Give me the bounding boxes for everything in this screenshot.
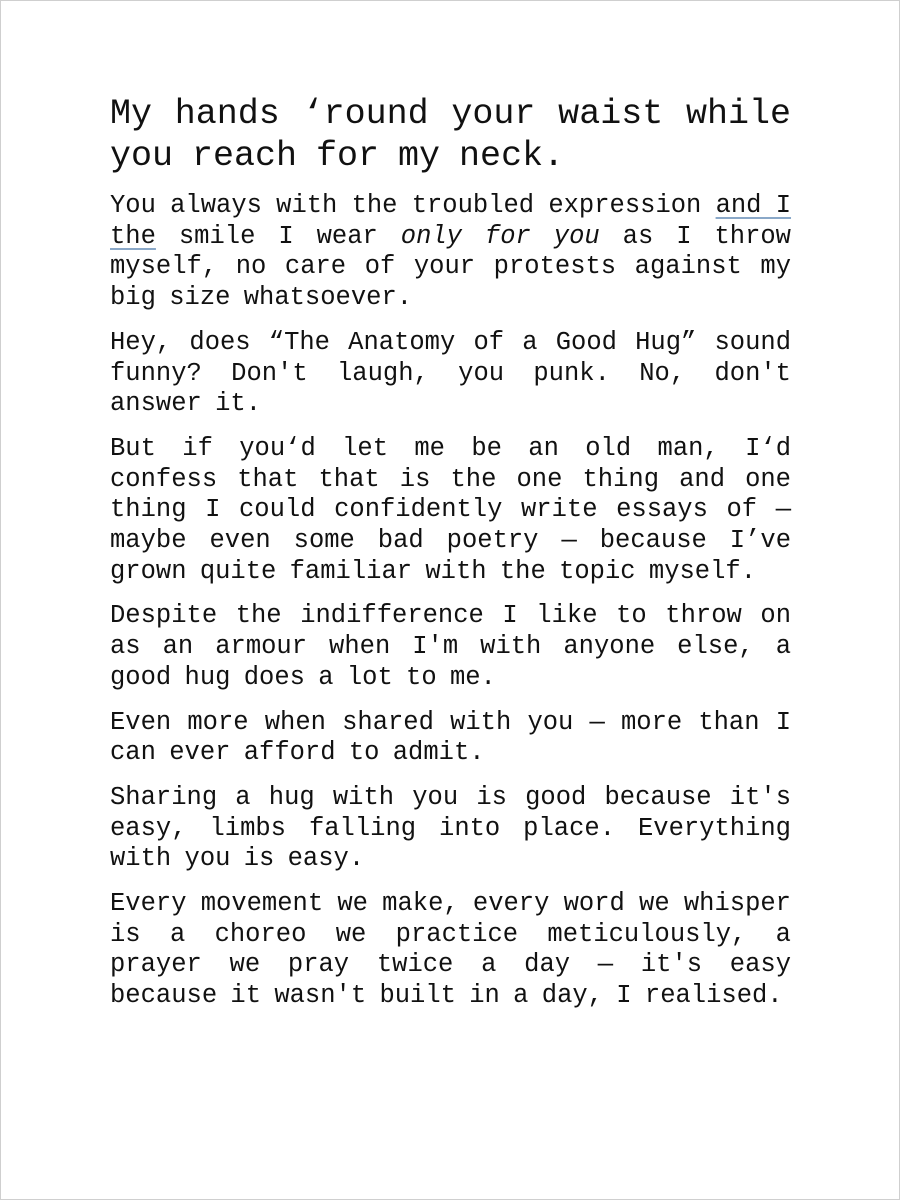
italic-text: only for you [400,221,600,251]
paragraph-1-middle: smile I wear [155,221,401,251]
paragraph-2: Hey, does “The Anatomy of a Good Hug” sound funny? Don't laugh, you punk. No, don't answer it. [110,327,791,419]
document-body [110,93,791,1026]
paragraph-1 [110,191,791,314]
paragraph-4: Despite the indifference I like to throw on as an armour when I'm with anyone else, a good hug does a lot to me. [110,601,791,692]
paragraph-6: Sharing a hug with you is good because it's easy, limbs falling into place. Everything with you is easy. [110,782,791,874]
paragraph-3: But if you‘d let me be an old man, I‘d confess that that is the one thing and one thing I could confidently write essays of — maybe even some bad poetry — because I’ve grown quite familiar with the topic myself. [110,433,791,586]
paragraph-5: Even more when shared with you — more than I can ever afford to admit. [110,707,791,768]
document-title: My hands ‘round your waist while you reach for my neck. [110,94,791,176]
paragraph-1-end: as I throw myself, no care of your protests against my big size whatsoever. [110,221,791,313]
paragraph-7: Every movement we make, every word we whisper is a choreo we practice meticulously, a prayer we pray twice a day — it's easy because it wasn't built in a day, I realised. [110,889,791,1011]
underlined-text: and I the [110,191,792,251]
paragraph-1-start: You always with the troubled expression [110,191,716,220]
